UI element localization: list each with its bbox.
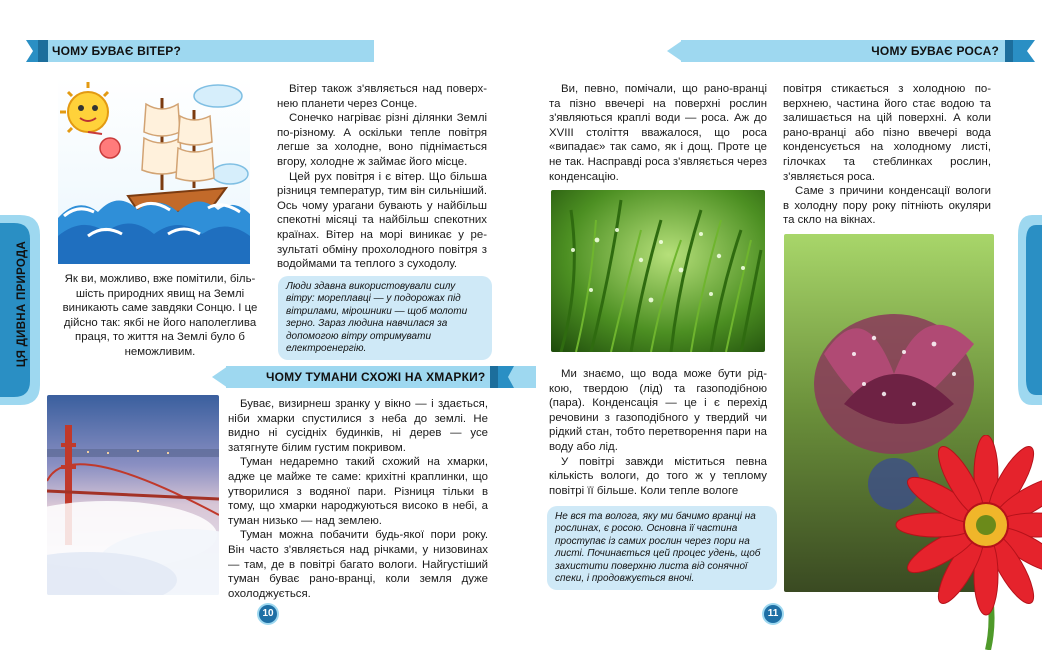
heading-fog: ЧОМУ ТУМАНИ СХОЖІ НА ХМАРКИ? — [266, 370, 486, 384]
gerbera-flower-image — [876, 435, 1042, 650]
side-tab-right — [1018, 215, 1042, 405]
note-text: Не вся та волога, яку ми бачимо вранці на рослинах, є росою. Основна її частина проступає із самих рослин через пори на листі. Починається цей процес удень, щоб захистити поверхню листа від сонячної спеки, і продовжується вночі. — [555, 511, 761, 585]
heading-wind: ЧОМУ БУВАЄ ВІТЕР? — [52, 44, 182, 58]
page-number-right: 11 — [764, 605, 782, 623]
note-text: Люди здавна використовували силу вітру: мореплавці — у подорожах під вітрилами, мірошники — щоб молоти зерно. Зараз людина навчилася за допомогою вітру отримувати електроенергію. — [286, 281, 468, 355]
sun-ship-illustration — [58, 78, 250, 264]
paragraph: Як ви, можливо, вже помітили, більшість природних явищ на Землі виникають саме завдяки Сонцю. І це дійсно так: якбі не його наполеглива праця, то життя на Землі було б неможливим. — [62, 273, 258, 358]
banner-dew-start — [667, 40, 683, 62]
dew-grass-photo — [551, 190, 765, 352]
wind-text-column — [277, 82, 487, 272]
wind-intro — [60, 272, 260, 360]
paragraph: повітря стикається з холодною поверхнею, частина його стає водою та залишається на цій поверхні. А коли рано-вранці або пізно ввечері вода конденсується на холодному листі, гілочках та стеблинках рослин, з'являється роса. — [783, 83, 991, 183]
fog-bridge-photo — [47, 395, 219, 595]
heading-dew: ЧОМУ БУВАЄ РОСА? — [871, 44, 999, 58]
paragraph: Вітер також з'являється над поверхнею планети через Сонце. — [277, 83, 487, 110]
paragraph: Саме з причини конденсації вологи в холодну пору року пітніють окуляри та скло на вікнах. — [783, 185, 991, 227]
banner-dew-ribbon — [1005, 36, 1035, 66]
banner-fog-start — [212, 366, 228, 388]
banner-dew — [681, 40, 1007, 62]
page-number-left: 10 — [259, 605, 277, 623]
paragraph: Туман можна побачити будь-якої пори року. Він часто з'являється над річками, у низовинах — там, де в повітрі багато вологи. Найгустіший туман буває рано-вранці, коли земля дуже охолоджується. — [228, 529, 488, 600]
paragraph: Ви, певно, помічали, що рано-вранці та пізно ввечері на поверхні рослин з'являються краплі води — роса. Аж до XVIII століття вважалося, що роса «випадає» так само, як і дощ. Проте це не так. Насправді роса з'являється через конденсацію. — [549, 83, 767, 183]
banner-fog-ribbon — [490, 362, 514, 392]
paragraph: Ми знаємо, що вода може бути рідкою, твердою (лід) та газоподібною (пара). Конденсація — це і є перехід речовини з газоподібного у твердий чи рідкий стан, тобто перетворення пари на воду або лід. — [549, 368, 767, 453]
paragraph: Туман недаремно такий схожий на хмарки, адже це майже те саме: крихітні краплинки, що утворилися з водяної пари. Різниця тільки в тому, що хмарки народжуються високо в небі, а туман низько — над землею. — [228, 456, 488, 527]
dew-text-column-2 — [783, 82, 991, 228]
fog-text — [228, 397, 488, 601]
note-wind — [278, 276, 492, 360]
dew-text-bottom — [549, 367, 767, 498]
banner-wind-end — [356, 40, 370, 62]
banner-wind — [38, 40, 374, 62]
paragraph: Буває, визирнеш зранку у вікно — і здається, ніби хмарки спустилися з неба до землі. Не видно ні сусідніх будинків, ні дерев — усе затягнуте білим густим покривом. — [228, 398, 488, 454]
paragraph: Сонечко нагріває різні ділянки Землі по-різному. А оскільки тепле повітря легше за холодне, воно піднімається вгору, холодне ж займає його місце. — [277, 112, 487, 168]
right-page — [521, 0, 1042, 650]
section-label: ЦЯ ДИВНА ПРИРОДА — [16, 240, 28, 368]
paragraph: У повітрі завжди міститься певна кількість вологи, до того ж у теплому повітрі її більше. Коли тепле вологе — [549, 455, 767, 497]
paragraph: Цей рух повітря і є вітер. Що більша різниця температур, тим він сильніший. Ось чому урагани бувають у найбільш спекотні місяці та найбільш спекотних країнах. Вітер на морі виникає у результаті обміну прохолодного повітря з водоймами та теплого з суходолу. — [277, 170, 487, 271]
dew-text-top — [549, 82, 767, 184]
note-dew — [547, 506, 777, 590]
